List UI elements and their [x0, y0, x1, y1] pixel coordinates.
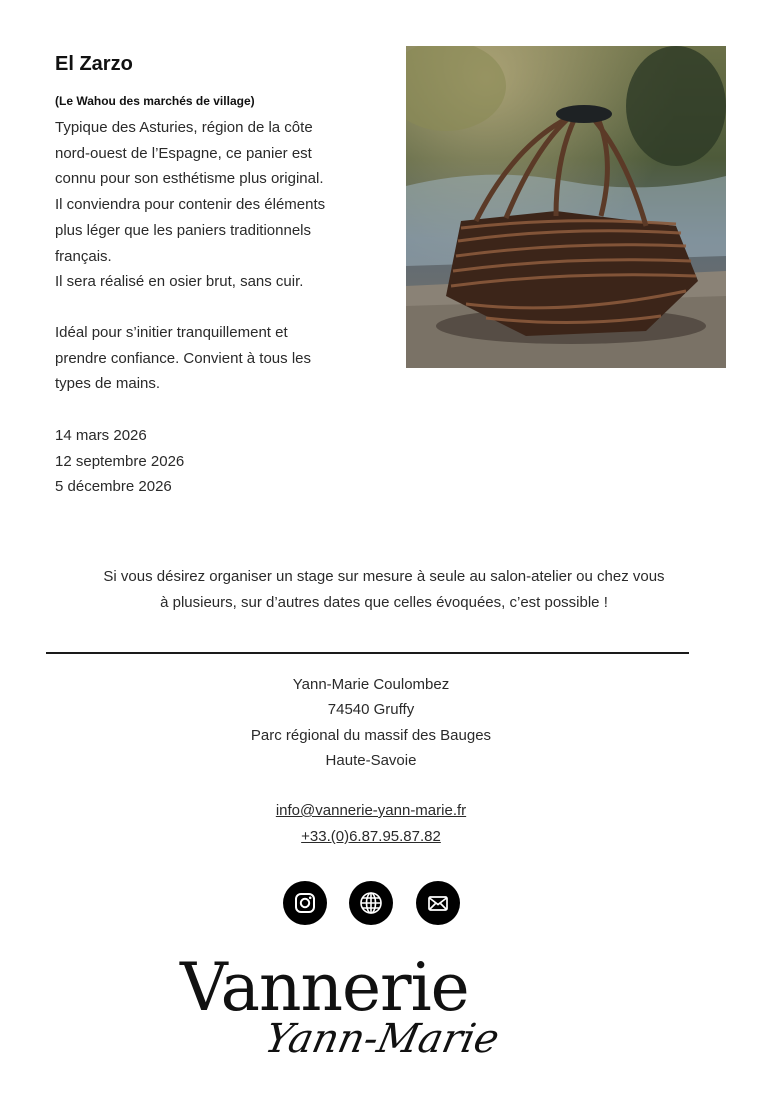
phone-link[interactable]: +33.(0)6.87.95.87.82 [301, 828, 441, 845]
website-button[interactable] [349, 881, 393, 925]
description-line: Il conviendra pour contenir des éléments [55, 196, 326, 214]
product-subtitle: (Le Wahou des marchés de village) [55, 94, 255, 108]
description-line: connu pour son esthétisme plus original. [55, 170, 324, 188]
description-line: nord-ouest de l’Espagne, ce panier est [55, 144, 312, 162]
postal-address [0, 672, 742, 773]
logo-signature: Yann-Marie [260, 1014, 504, 1062]
note-line: à plusieurs, sur d’autres dates que celles évoquées, c’est possible ! [160, 594, 608, 611]
contact-name: Yann-Marie Coulombez [292, 676, 450, 693]
note-line: Si vous désirez organiser un stage sur mesure à seule au salon-atelier ou chez vous [103, 568, 665, 585]
ideal-line: types de mains. [55, 375, 161, 393]
contact-links [0, 798, 742, 850]
product-ideal-text [55, 320, 395, 397]
session-date: 14 mars 2026 [55, 427, 147, 444]
ideal-line: Idéal pour s’initier tranquillement et [55, 324, 288, 341]
email-button[interactable] [416, 881, 460, 925]
description-line: plus léger que les paniers traditionnels [55, 221, 311, 239]
email-link[interactable]: info@vannerie-yann-marie.fr [275, 802, 467, 819]
vannerie-logo [178, 944, 578, 1084]
logo-wordmark: Vannerie [180, 949, 469, 1026]
session-dates [55, 423, 184, 500]
basket-photo [406, 46, 726, 368]
mail-icon [427, 892, 449, 914]
department: Haute-Savoie [325, 751, 417, 769]
region: Parc régional du massif des Bauges [250, 726, 492, 744]
postal-code-city: 74540 Gruffy [327, 701, 415, 719]
divider [46, 652, 689, 654]
product-description [55, 115, 395, 295]
instagram-icon [294, 892, 316, 914]
globe-icon [359, 891, 383, 915]
custom-workshop-note [40, 564, 728, 616]
instagram-button[interactable] [283, 881, 327, 925]
description-line: Typique des Asturies, région de la côte [55, 119, 313, 136]
product-title: El Zarzo [55, 53, 133, 75]
ideal-line: prendre confiance. Convient à tous les [55, 349, 311, 367]
description-line: Il sera réalisé en osier brut, sans cuir. [55, 273, 304, 291]
description-line: français. [55, 247, 112, 265]
session-date: 12 septembre 2026 [55, 452, 185, 470]
session-date: 5 décembre 2026 [55, 478, 172, 496]
